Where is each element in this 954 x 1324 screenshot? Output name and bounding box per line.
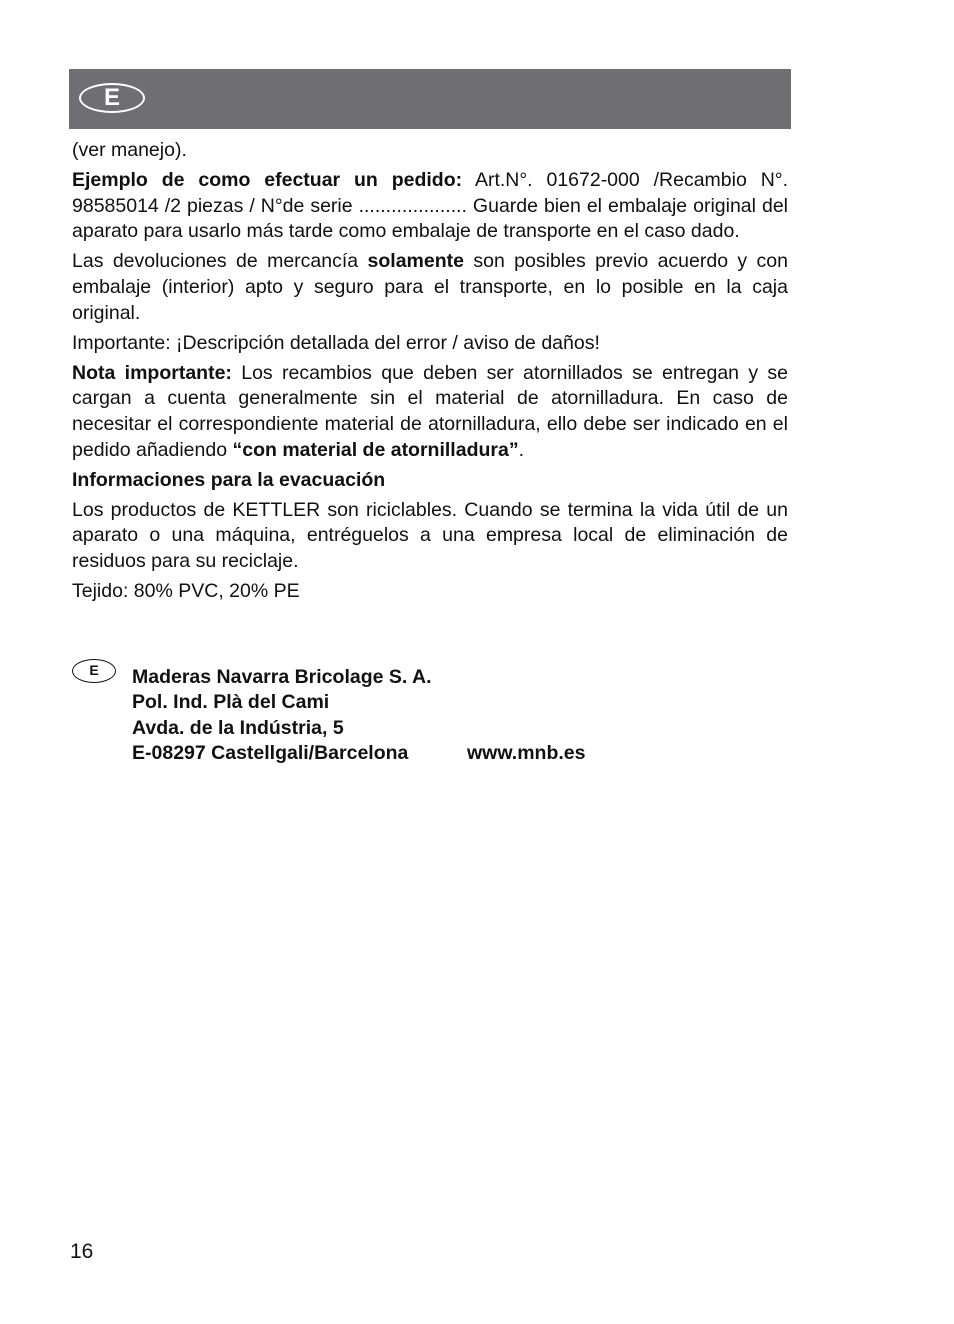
emphasis-solamente: solamente — [367, 250, 464, 273]
paragraph-note: Nota importante: Los recambios que deben ser atornillados se entregan y se cargan a cuenta generalmente sin el material de atornilladura. En caso de necesitar el correspondiente material de atornilladura, ello debe ser indicado en el pedido añadiendo “con material de atornilladura”. — [72, 361, 788, 461]
address-line-3: Avda. de la Indústria, 5 — [132, 716, 344, 739]
header-band — [69, 69, 791, 129]
paragraph-disposal: Los productos de KETTLER son riciclables. Cuando se termina la vida útil de un aparato o una máquina, entréguelos a una empresa local de eliminación de residuos para su reciclaje. — [72, 498, 788, 572]
contact-block — [72, 659, 692, 779]
disposal-heading: Informaciones para la evacuación — [72, 468, 386, 491]
order-example-label: Ejemplo de como efectuar un pedido: — [72, 169, 463, 192]
body-text — [72, 138, 788, 609]
paragraph-fabric: Tejido: 80% PVC, 20% PE — [72, 580, 300, 602]
address-line-4: E-08297 Castellgali/Barcelona — [132, 741, 409, 764]
company-name: Maderas Navarra Bricolage S. A. — [132, 666, 432, 688]
paragraph-ver-manejo: (ver manejo). — [72, 139, 187, 161]
note-label: Nota importante: — [72, 361, 232, 384]
address-line-2: Pol. Ind. Plà del Cami — [132, 691, 330, 714]
paragraph-returns: Las devoluciones de mercancía solamente son posibles previo acuerdo y con embalaje (interior) apto y seguro para el transporte, en lo posible en la caja original. — [72, 250, 788, 324]
page-number: 16 — [70, 1240, 94, 1263]
address — [132, 665, 432, 766]
note-quote: “con material de atornilladura” — [232, 438, 519, 461]
language-badge: E — [79, 83, 145, 113]
website-link[interactable]: www.mnb.es — [467, 742, 586, 764]
paragraph-important: Importante: ¡Descripción detallada del error / aviso de daños! — [72, 331, 600, 354]
paragraph-order-example: Ejemplo de como efectuar un pedido: Art.N°. 01672-000 /Recambio N°. 98585014 /2 piezas / N°de serie .................... Guarde bien el embalaje original del aparato para usarlo más tarde como embalaje de transporte en el caso dado. — [72, 169, 788, 243]
country-badge: E — [72, 659, 116, 683]
